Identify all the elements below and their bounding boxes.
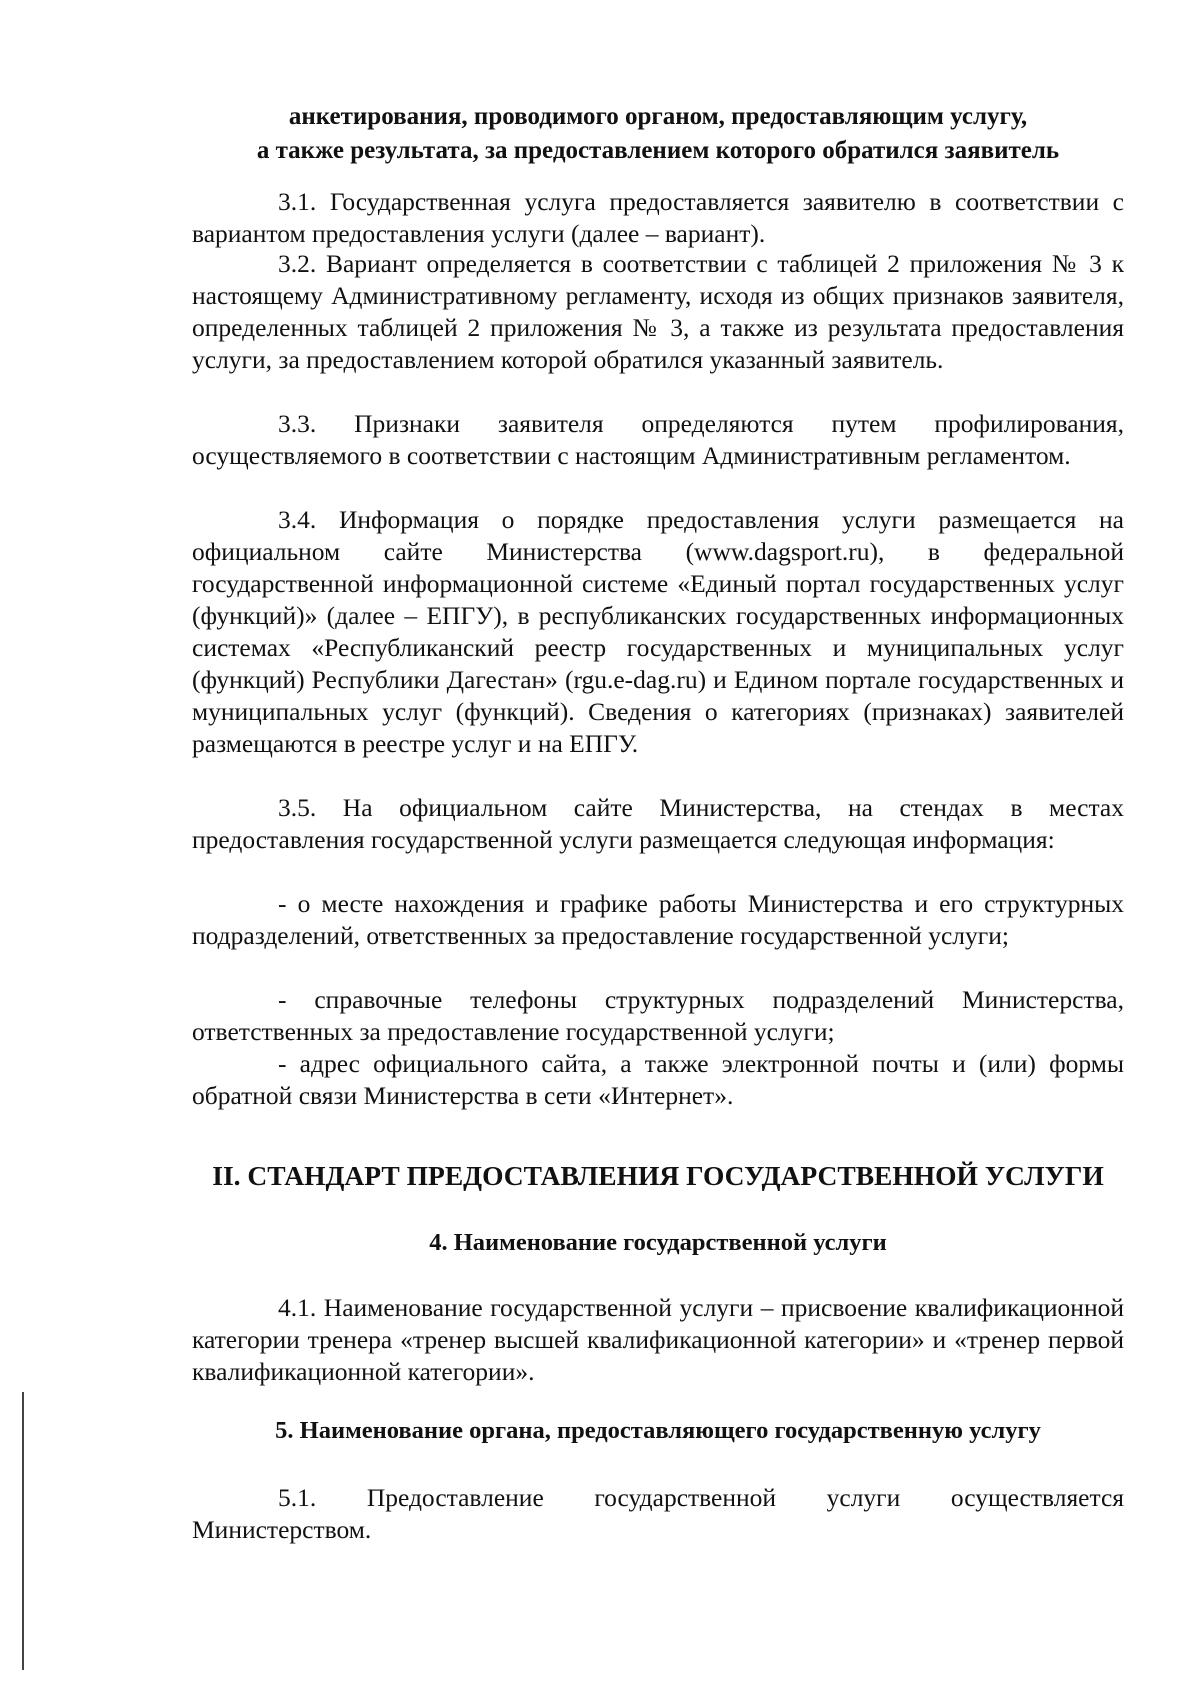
paragraph-3-5: 3.5. На официальном сайте Министерства, на стендах в местах предоставления государственной услуги размещается следующая информация:: [192, 793, 1124, 854]
subsection-4-title: 4. Наименование государственной услуги: [429, 1229, 887, 1256]
paragraph-3-1: 3.1. Государственная услуга предоставляется заявителю в соответствии с вариантом предоставления услуги (далее – вариант).: [192, 187, 1124, 248]
paragraph-3-3: 3.3. Признаки заявителя определяются путем профилирования, осуществляемого в соответствии с настоящим Административным регламентом.: [192, 409, 1124, 470]
heading-line-1: анкетирования, проводимого органом, предоставляющим услугу,: [288, 103, 1028, 130]
paragraph-5-1: 5.1. Предоставление государственной услуги осуществляется Министерством.: [192, 1483, 1124, 1544]
paragraph-3-2: 3.2. Вариант определяется в соответствии с таблицей 2 приложения № 3 к настоящему Административному регламенту, исходя из общих признаков заявителя, определенных таблицей 2 приложения № 3, а также из результата предоставления услуги, за предоставлением которой обратился указанный заявитель.: [192, 249, 1124, 374]
heading-line-2: а также результата, за предоставлением которого обратился заявитель: [256, 137, 1060, 164]
subsection-5-title: 5. Наименование органа, предоставляющего государственную услугу: [275, 1417, 1041, 1444]
section-title: II. СТАНДАРТ ПРЕДОСТАВЛЕНИЯ ГОСУДАРСТВЕННОЙ УСЛУГИ: [212, 1160, 1104, 1191]
paragraph-3-4: 3.4. Информация о порядке предоставления услуги размещается на официальном сайте Министерства (www.dagsport.ru), в федеральной государственной информационной системе «Единый портал государственных услуг (функций)» (далее – ЕПГУ), в республиканских государственных информационных системах «Республиканский реестр государственных и муниципальных услуг (функций) Республики Дагестан» (rgu.e-dag.ru) и Едином портале государственных и муниципальных услуг (функций). Сведения о категориях (признаках) заявителей размещаются в реестре услуг и на ЕПГУ.: [192, 505, 1124, 758]
list-item-phones: - справочные телефоны структурных подразделений Министерства, ответственных за предоставление государственной услуги;: [192, 985, 1124, 1046]
section-heading-continuation: [192, 100, 1124, 168]
paragraph-4-1: 4.1. Наименование государственной услуги – присвоение квалификационной категории тренера «тренер высшей квалификационной категории» и «тренер первой квалификационной категории».: [192, 1293, 1124, 1386]
scan-margin-line: [22, 1392, 24, 1670]
list-item-website: - адрес официального сайта, а также электронной почты и (или) формы обратной связи Министерства в сети «Интернет».: [192, 1049, 1124, 1110]
list-item-location: - о месте нахождения и графике работы Министерства и его структурных подразделений, ответственных за предоставление государственной услуги;: [192, 889, 1124, 950]
